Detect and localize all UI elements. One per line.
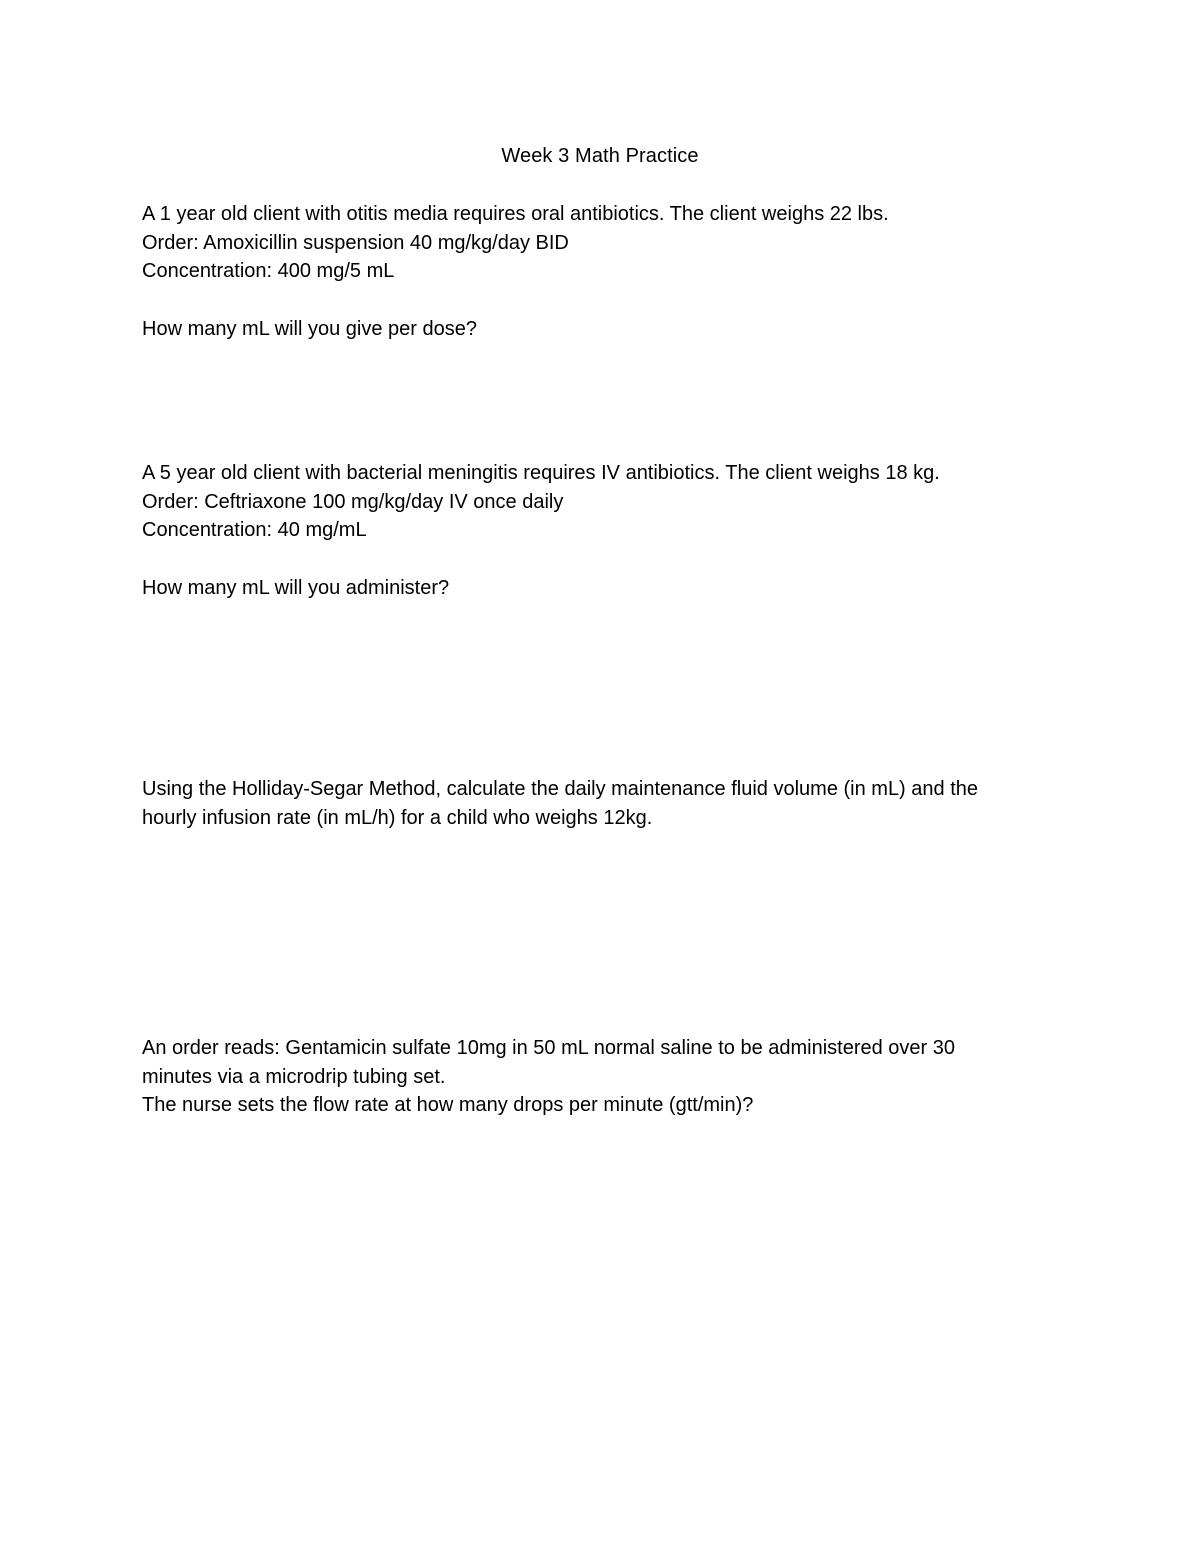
question-3: [142, 775, 1102, 832]
question-2-scenario: A 5 year old client with bacterial meningitis requires IV antibiotics. The client weighs 18 kg.: [142, 462, 940, 484]
question-4-line-1: An order reads: Gentamicin sulfate 10mg in 50 mL normal saline to be administered over 30: [142, 1037, 956, 1059]
question-1-order: Order: Amoxicillin suspension 40 mg/kg/day BID: [142, 231, 569, 254]
question-1-prompt: How many mL will you give per dose?: [142, 318, 477, 340]
question-1-scenario: A 1 year old client with otitis media requires oral antibiotics. The client weighs 22 lbs.: [142, 203, 889, 225]
question-1: [142, 200, 1102, 286]
question-2-concentration: Concentration: 40 mg/mL: [142, 519, 367, 542]
question-4-line-3: The nurse sets the flow rate at how many drops per minute (gtt/min)?: [142, 1094, 754, 1117]
question-2-prompt: How many mL will you administer?: [142, 577, 450, 599]
question-2: [142, 459, 1102, 545]
question-4-line-2: minutes via a microdrip tubing set.: [142, 1065, 446, 1088]
question-1-concentration: Concentration: 400 mg/5 mL: [142, 260, 395, 283]
question-4: [142, 1034, 1102, 1120]
page-title: Week 3 Math Practice: [501, 145, 699, 167]
question-3-line-2: hourly infusion rate (in mL/h) for a child who weighs 12kg.: [142, 806, 653, 829]
question-3-line-1: Using the Holliday-Segar Method, calculate the daily maintenance fluid volume (in mL) and the: [142, 778, 979, 800]
question-2-prompt-block: [142, 574, 1102, 603]
question-2-order: Order: Ceftriaxone 100 mg/kg/day IV once daily: [142, 490, 564, 513]
question-1-prompt-block: [142, 315, 1102, 344]
